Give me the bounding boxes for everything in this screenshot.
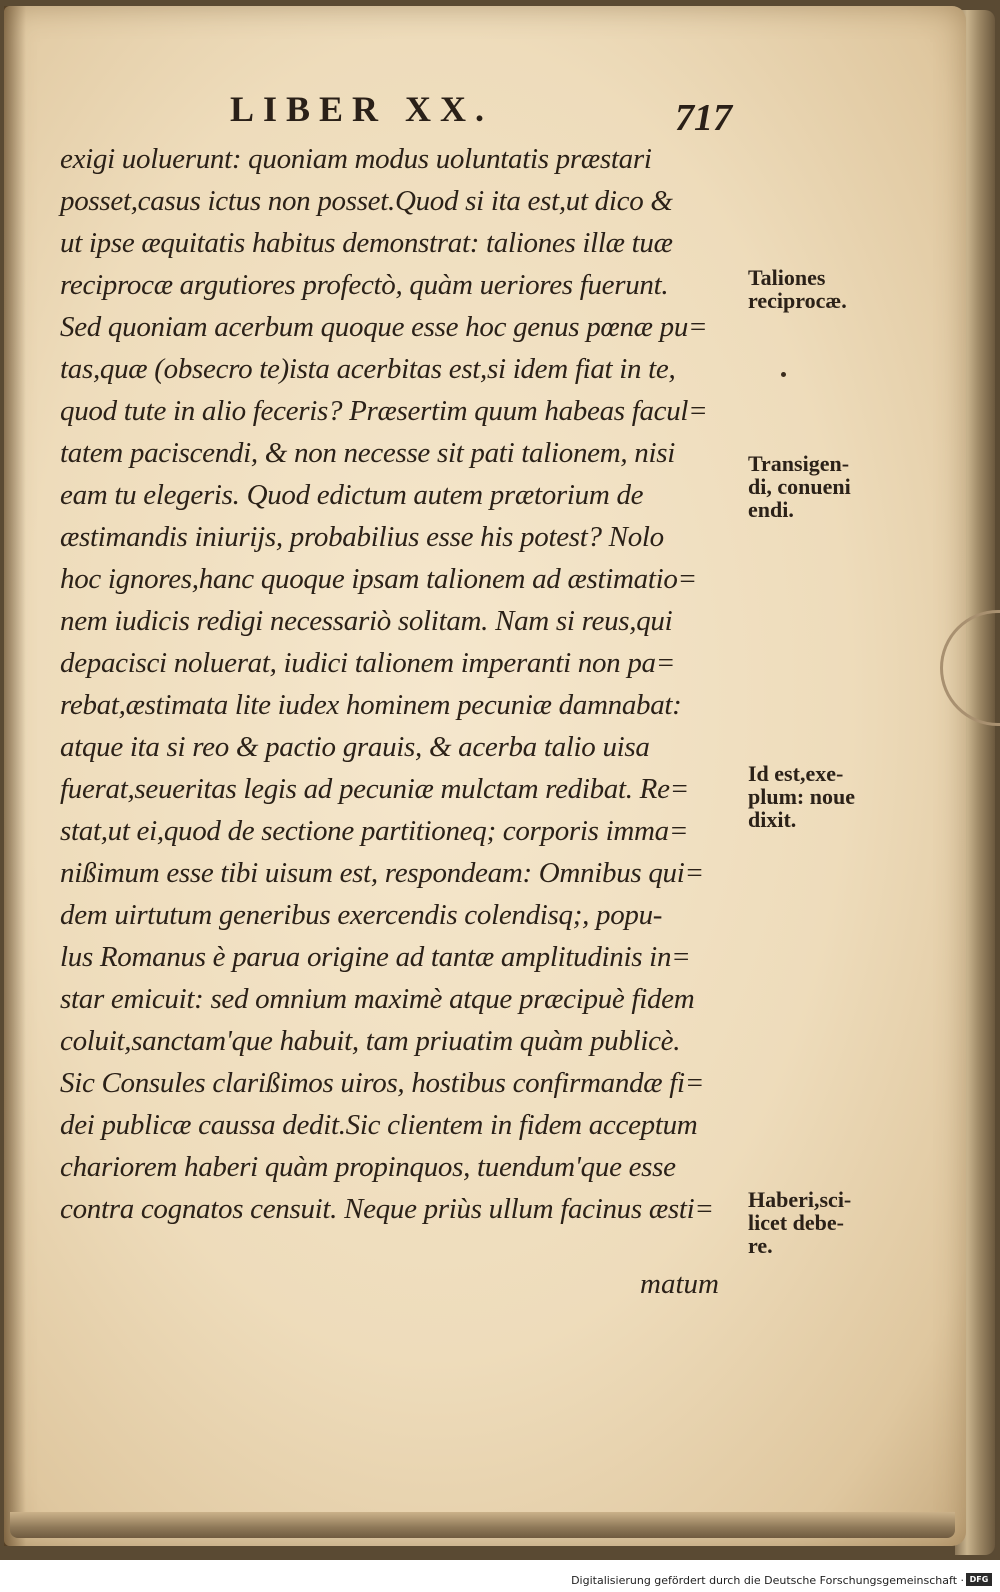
text-line: Sic Consules clarißimos uiros, hostibus confirmandæ fi= <box>60 1067 705 1099</box>
dfg-logo: DFG <box>966 1573 992 1586</box>
marginal-note-haberi <box>748 1188 851 1257</box>
marginal-note-line: Haberi,sci- <box>748 1187 852 1212</box>
text-line: dei publicæ caussa dedit.Sic clientem in fidem acceptum <box>60 1109 698 1141</box>
text-line: æstimandis iniurijs, probabilius esse his potest? Nolo <box>60 521 664 553</box>
marginal-note-line: Transigen- <box>748 451 850 476</box>
marginal-note-taliones <box>748 266 847 312</box>
text-line: exigi uoluerunt: quoniam modus uoluntatis præstari <box>60 143 652 175</box>
marginal-note-id-est <box>748 762 855 831</box>
text-line: chariorem haberi quàm propinquos, tuendum'que esse <box>60 1151 676 1183</box>
marginal-note-line: di, conueni <box>748 474 851 499</box>
text-line: lus Romanus è parua origine ad tantæ amplitudinis in= <box>60 941 691 973</box>
main-text-block <box>60 138 760 1230</box>
text-line: hoc ignores,hanc quoque ipsam talionem ad æstimatio= <box>60 563 697 595</box>
text-line: rebat,æstimata lite iudex hominem pecuniæ damnabat: <box>60 689 682 721</box>
marginal-note-line: Taliones <box>748 265 826 290</box>
page-number: 717 <box>675 97 732 139</box>
book-bottom-edge <box>10 1512 955 1538</box>
digitization-credit: Digitalisierung gefördert durch die Deutsche Forschungsgemeinschaft · <box>571 1574 964 1587</box>
text-line: atque ita si reo & pactio grauis, & acerba talio uisa <box>60 731 650 763</box>
marginal-note-transigendi <box>748 452 851 521</box>
text-line: posset,casus ictus non posset.Quod si ita est,ut dico & <box>60 185 673 217</box>
marginal-note-line: Id est,exe- <box>748 761 844 786</box>
text-line: ut ipse æquitatis habitus demonstrat: taliones illæ tuæ <box>60 227 673 259</box>
marginal-note-line: endi. <box>748 497 794 522</box>
text-line: nißimum esse tibi uisum est, respondeam: Omnibus qui= <box>60 857 704 889</box>
marginal-note-line: dixit. <box>748 807 797 832</box>
text-line: Sed quoniam acerbum quoque esse hoc genus pœnæ pu= <box>60 311 708 343</box>
text-line: tatem paciscendi, & non necesse sit pati talionem, nisi <box>60 437 675 469</box>
text-line: coluit,sanctam'que habuit, tam priuatim quàm publicè. <box>60 1025 681 1057</box>
text-line: reciprocæ argutiores profectò, quàm ueriores fuerunt. <box>60 269 669 301</box>
page-gutter-shadow <box>4 6 26 1546</box>
text-line: tas,quæ (obsecro te)ista acerbitas est,si idem fiat in te, <box>60 353 676 385</box>
text-line: eam tu elegeris. Quod edictum autem prætorium de <box>60 479 644 511</box>
marginal-note-line: licet debe- <box>748 1210 844 1235</box>
margin-dot <box>781 372 786 377</box>
text-line: depacisci noluerat, iudici talionem imperanti non pa= <box>60 647 676 679</box>
text-line: contra cognatos censuit. Neque priùs ullum facinus æsti= <box>60 1193 714 1225</box>
text-line: nem iudicis redigi necessariò solitam. Nam si reus,qui <box>60 605 673 637</box>
text-line: fuerat,seueritas legis ad pecuniæ mulctam redibat. Re= <box>60 773 689 805</box>
marginal-note-line: reciprocæ. <box>748 288 847 313</box>
marginal-note-line: re. <box>748 1233 773 1258</box>
text-line: quod tute in alio feceris? Præsertim quum habeas facul= <box>60 395 708 427</box>
catchword: matum <box>640 1268 719 1300</box>
text-line: star emicuit: sed omnium maximè atque præcipuè fidem <box>60 983 695 1015</box>
text-line: stat,ut ei,quod de sectione partitioneq; corporis imma= <box>60 815 689 847</box>
running-head: LIBER XX. <box>230 89 494 129</box>
marginal-note-line: plum: noue <box>748 784 855 809</box>
text-line: dem uirtutum generibus exercendis colendisq;, popu- <box>60 899 663 931</box>
